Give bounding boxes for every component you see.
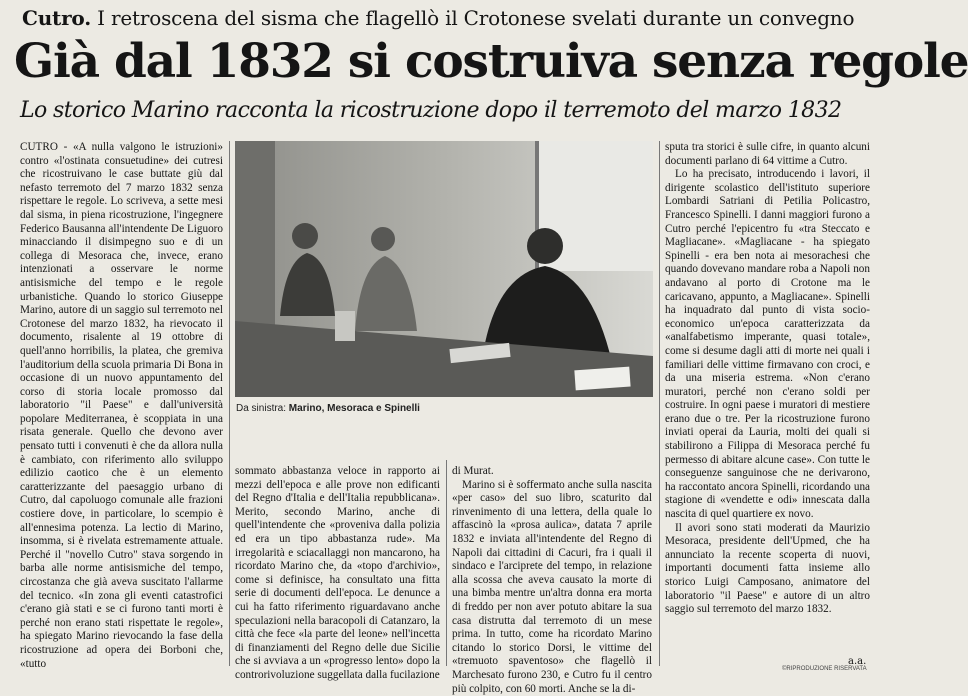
headline: Già dal 1832 si costruiva senza regole: [14, 34, 968, 89]
article-column-1: [20, 141, 223, 671]
column-divider: [446, 460, 447, 666]
paragraph: sputa tra storici è sulle cifre, in quanto alcuni documenti parlano di 64 vittime a Cutro.: [665, 141, 870, 167]
kicker-place: Cutro.: [22, 6, 91, 30]
article-column-2: [235, 465, 440, 681]
author-signature: a.a.: [848, 656, 867, 667]
photo-illustration: [235, 141, 653, 397]
kicker: [22, 6, 872, 30]
column-divider: [229, 141, 230, 666]
photo-caption: [236, 403, 656, 414]
kicker-text: I retroscena del sisma che flagellò il Crotonese svelati durante un convegno: [97, 6, 855, 30]
paragraph: Marino si è soffermato anche sulla nascita «per caso» del suo libro, scaturito dal rinvenimento di una lettera, della quale lo affascinò la «prosa aulica», datata 7 aprile 1832 e inviata all'intendente del Regno di Napoli dai cittadini di Cacuri, fra i quali il sindaco e l'arciprete del tempo, in relazione alla scossa che aveva causato la morte di una bimba mentre un'altra donna era morta di freddo per non aver potuto abitare la sua casa distrutta dal terremoto di un mese prima. In tutto, come ha ricordato Marino citando lo storico Dorsi, le vittime del «tremuoto spaventoso» che flagellò il Marchesato furono 230, e Cutro fu il centro più colpito, con 60 morti. Anche se la di-: [452, 478, 652, 695]
caption-names: Marino, Mesoraca e Spinelli: [288, 403, 420, 414]
article-column-4: [665, 141, 870, 661]
copyright-notice: ©RIPRODUZIONE RISERVATA: [782, 666, 867, 672]
column-divider: [659, 141, 660, 666]
paragraph: Lo ha precisato, introducendo i lavori, il dirigente scolastico dell'istituto superiore Lombardi Satriani di Petilia Policastro, Francesco Spinelli. I danni maggiori furono a Cutro perché l'epicentro fu «tra Steccato e Magliacane». «Magliacane - ha spiegato Spinelli - era ben nota ai mesorachesi che quando dovevano mandare roba a Napoli non andavano al porto di Crotone ma le caricavano, appunto, a Magliacane». Spinelli ha inquadrato dal punto di vista socio-economico un'epoca caratterizzata da «analfabetismo imperante, quasi totale», come si desume dagli atti di morte nei quali i familiari delle vittime firmavano con croci, e da una miseria estrema. «Non c'erano muratori, perché non c'erano soldi per costruire. In ogni paese i muratori di mestiere erano due o tre. Per la ricostruzione furono inviati operai da Lauria, molti dei quali si stabilirono a Filippa di Mesoraca perché fu permesso di abitare alcune case». Con tutte le conseguenze sanguinose che ne derivarono, ha raccontato ancora Spinelli, ricordando una stagione di «vendette e odi» innescata dalla nascita di quel quartiere ex novo.: [665, 168, 870, 521]
article-column-3: [452, 465, 652, 695]
paragraph: CUTRO - «A nulla valgono le istruzioni» contro «l'ostinata consuetudine» dei cutresi che ricostruivano le case buttate giù dal nefasto terremoto del 7 marzo 1832 senza rispettare le regole. Lo scriveva, a sette mesi dal sisma, in piena ricostruzione, l'ingegnere Federico Bausanna all'intendente De Liguoro minacciando il disimpegno suo e di un collega di Mesoraca che, invece, erano intenzionati a osservare le norme antisismiche del tempo e le regole urbanistiche. Quando lo storico Giuseppe Marino, autore di un saggio sul terremoto nel Crotonese del marzo 1832, ha rievocato il documento, risalente al 19 ottobre di quell'anno horribilis, la platea, che gremiva l'auditorium della scuola primaria Di Bona in occasione di un nuovo appuntamento del corso di storia locale promosso dal laboratorio "il Paese" e dall'università popolare Mediterranea, è scoppiata in una risata generale. Quello che devono aver pensato tutti i convenuti è che da allora nulla è cambiato, con riferimento allo sviluppo edilizio caotico che è un elemento caratterizzante del paesaggio urbano di Cutro, dal capoluogo comunale alle frazioni costiere dove, in particolare, lo scempio è all'ennesima potenza. La lectio di Marino, insomma, si è rivelata estremamente attuale. Perché il "novello Cutro" stava sorgendo in barba alle norme antisismiche del tempo, circostanza che già aveva suscitato l'allarme del tecnico. «In zona gli eventi catastrofici c'erano già stati e se ci furono tanti morti è perché non erano stati rispettate le regole», ha spiegato Marino rievocando la fase della ricostruzione ad opera dei Borboni che, «tutto: [20, 141, 223, 670]
caption-prefix: Da sinistra:: [236, 403, 287, 414]
paragraph: di Murat.: [452, 465, 494, 477]
subhead: Lo storico Marino racconta la ricostruzione dopo il terremoto del marzo 1832: [20, 98, 842, 123]
paragraph: Il avori sono stati moderati da Maurizio Mesoraca, presidente dell'Upmed, che ha annunciato la recente scoperta di nuovi, importanti documenti fatta insieme allo storico Luigi Camposano, animatore del laboratorio "il Paese" e autore di un altro saggio sul terremoto del marzo 1832.: [665, 521, 870, 616]
paragraph: sommato abbastanza veloce in rapporto ai mezzi dell'epoca e alle prove non edificanti del Regno d'Italia e dell'Italia repubblicana». Merito, secondo Marino, anche di quell'intendente che «proveniva dalla polizia ed era un tipo abbastanza rude». Ma irregolarità e sciacallaggi non mancarono, ha ricordato Marino che, da «topo d'archivio», come si definisce, ha consultato una fitta serie di documenti dell'epoca. Le denunce a cui ha fatto riferimento riguardavano anche speculazioni nella baracopoli di Catanzaro, la città che fece «la parte del leone» nell'incetta di finanziamenti del Regno delle due Sicilie che si avviava a un «progresso lento» dopo la controrivoluzione suggellata dalla fucilazione: [235, 465, 440, 681]
article-photo: [235, 141, 653, 397]
